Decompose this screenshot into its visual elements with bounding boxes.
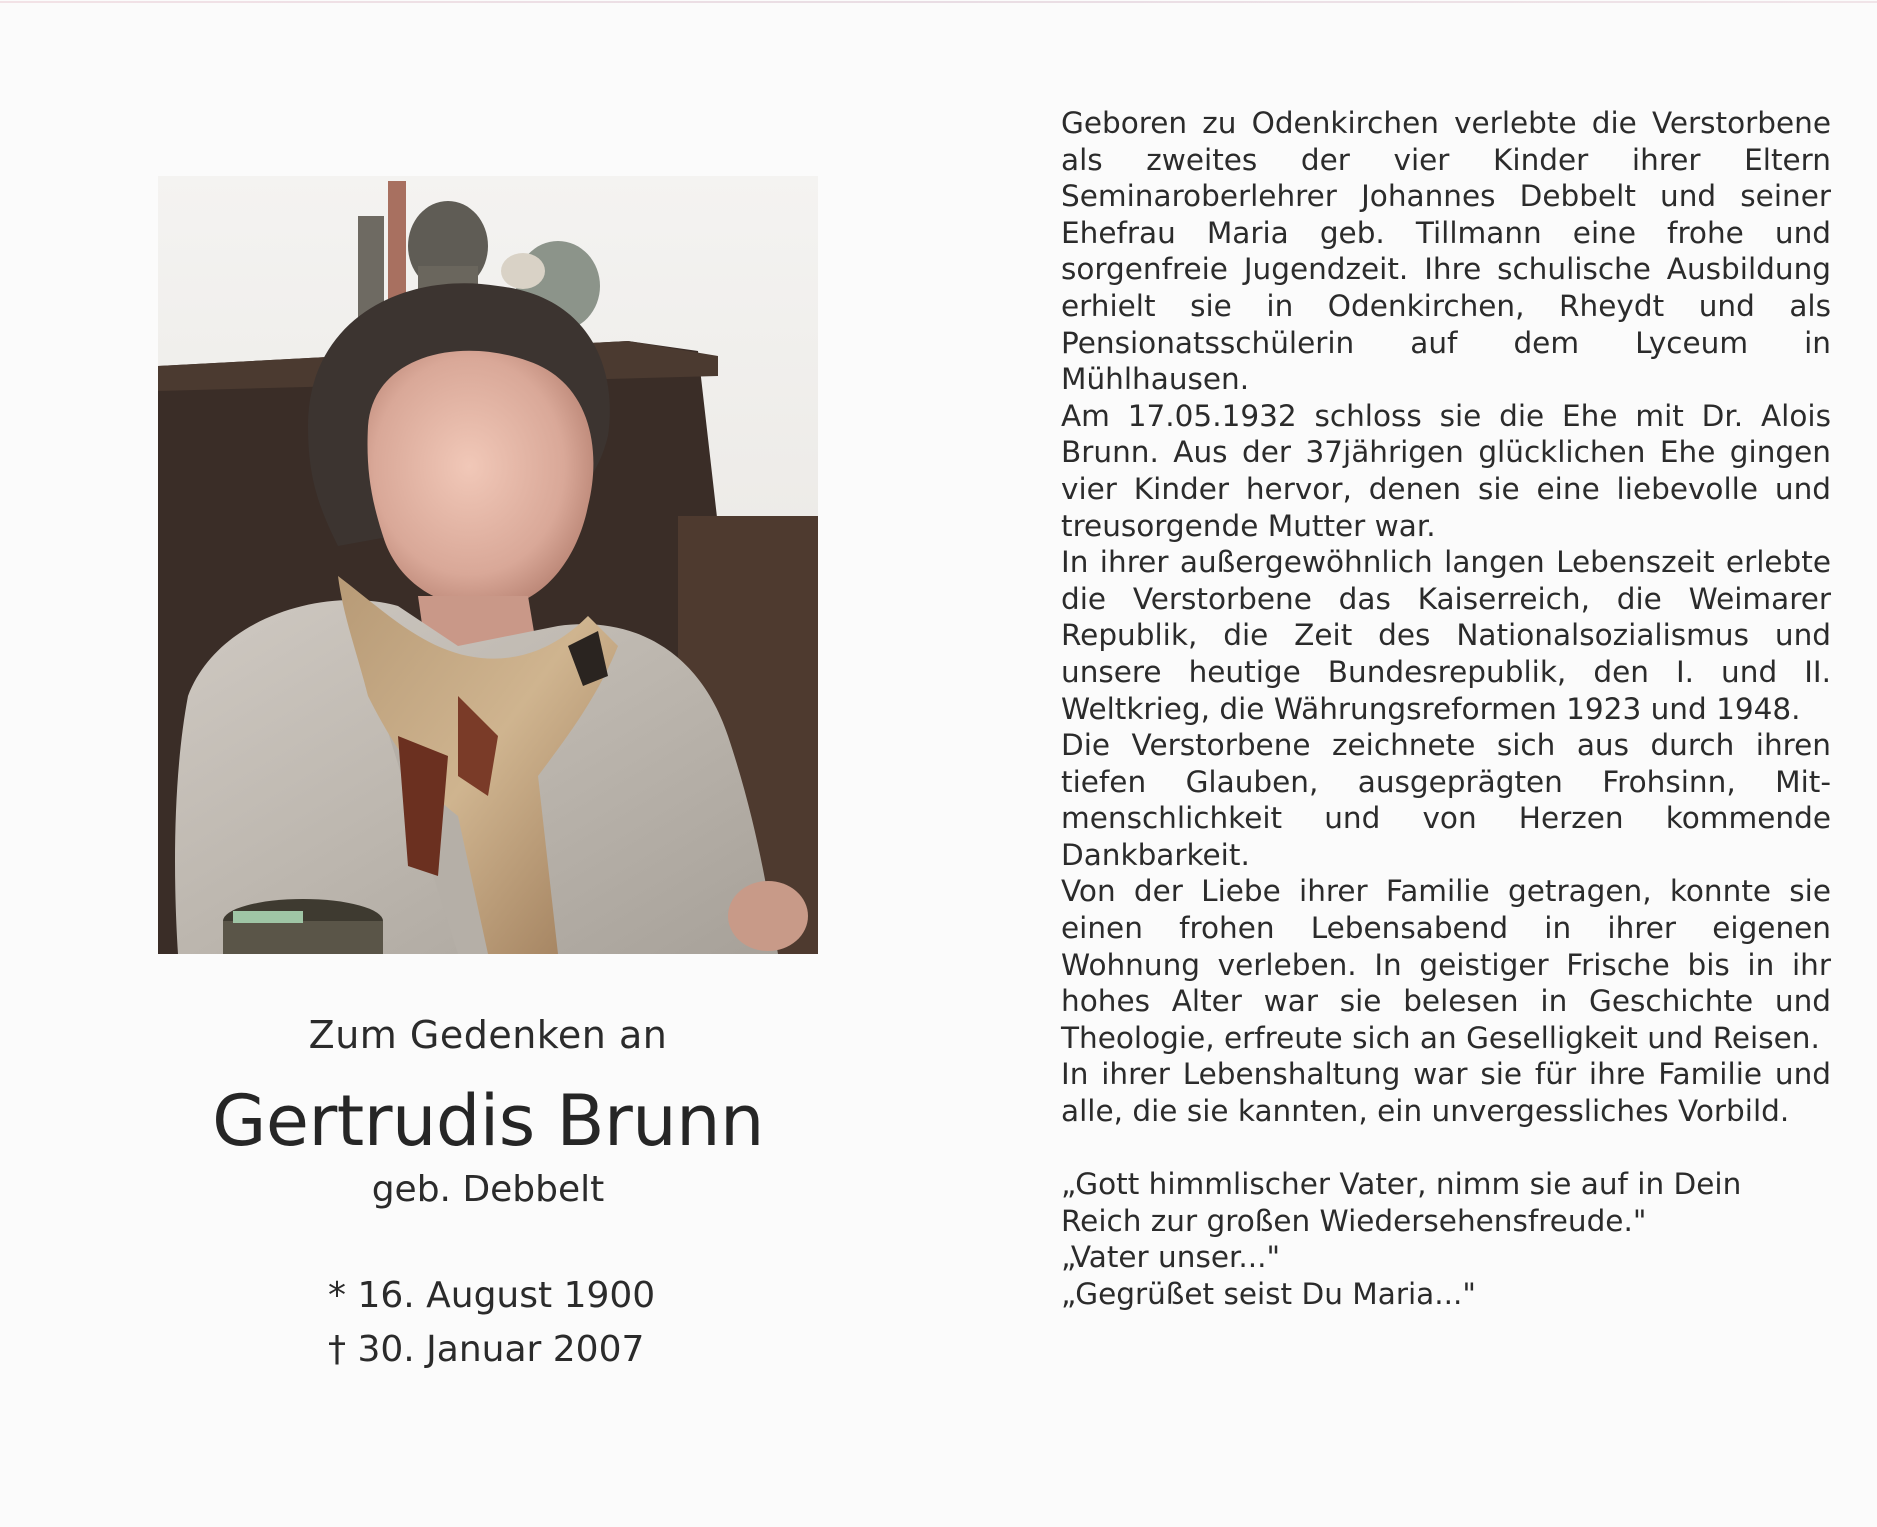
maiden-name: geb. Debbelt: [371, 1169, 605, 1210]
deceased-name: Gertrudis Brunn: [212, 1080, 764, 1162]
portrait-photo: [158, 176, 818, 954]
bio-paragraph: Die Verstorbene zeichnete sich aus durch ihren tiefen Glauben, ausgeprägten Frohsinn, Mitmenschlichkeit und von Herzen kommende Dankbarkeit.: [1061, 728, 1831, 872]
bio-paragraph: Am 17.05.1932 schloss sie die Ehe mit Dr. Alois Brunn. Aus der 37jährigen glücklichen Ehe gingen vier Kinder hervor, denen sie eine liebevolle und treusorgende Mutter war.: [1061, 398, 1831, 543]
bio-paragraph: Geboren zu Odenkirchen verlebte die Verstorbene als zweites der vier Kinder ihrer Eltern Seminaroberlehrer Johannes Debbelt und seiner Ehefrau Maria geb. Tillmann eine frohe und sorgenfreie Jugendzeit. Ihre schulische Ausbildung erhielt sie in Odenkirchen, Rheydt und als Pensionatsschülerin auf dem Lyceum in Mühlhausen.: [1061, 106, 1831, 397]
prayer-line: „Vater unser...": [1061, 1240, 1281, 1275]
biography: [1061, 105, 1831, 1313]
death-date: † 30. Januar 2007: [328, 1329, 645, 1370]
birth-date: * 16. August 1900: [328, 1275, 656, 1316]
bio-paragraph: Von der Liebe ihrer Familie getragen, konnte sie einen frohen Lebensabend in ihrer eigenen Wohnung verleben. In geistiger Frische bis in ihr hohes Alter war sie belesen in Geschichte und Theologie, erfreute sich an Geselligkeit und Reisen.: [1061, 874, 1831, 1055]
top-edge-line: [0, 1, 1877, 3]
prayer-line: „Gegrüßet seist Du Maria...": [1061, 1277, 1476, 1311]
bio-paragraph: In ihrer Lebenshaltung war sie für ihre Familie und alle, die sie kannten, ein unvergessliches Vorbild.: [1061, 1057, 1831, 1129]
prayer-line: „Gott himmlischer Vater, nimm sie auf in Dein Reich zur großen Wiedersehensfreude.": [1061, 1167, 1742, 1238]
bio-paragraph: In ihrer außergewöhnlich langen Lebenszeit erlebte die Verstorbene das Kaiserreich, die Weimarer Republik, die Zeit des Nationalsozialismus und unsere heutige Bundesrepublik, den I. und II. Weltkrieg, die Währungsreformen 1923 und 1948.: [1061, 545, 1831, 726]
memorial-heading: Zum Gedenken an: [308, 1013, 668, 1057]
